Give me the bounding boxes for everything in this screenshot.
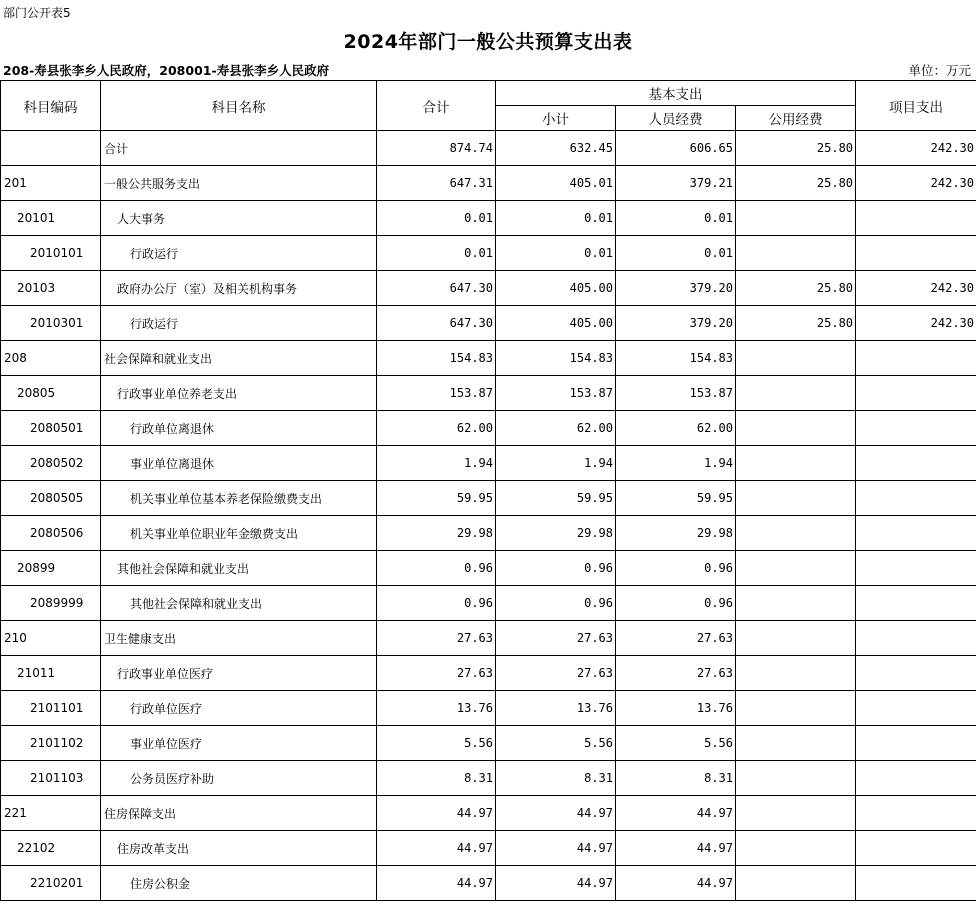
table-row <box>1 201 976 236</box>
row-name: 合计 <box>101 131 377 166</box>
row-name: 住房公积金 <box>101 866 377 901</box>
row-name: 事业单位医疗 <box>101 726 377 761</box>
row-public: 25.80 <box>736 131 856 166</box>
table-row <box>1 131 976 166</box>
row-public: 25.80 <box>736 166 856 201</box>
row-personnel: 606.65 <box>616 131 736 166</box>
row-code: 2080506 <box>1 516 101 551</box>
row-personnel: 44.97 <box>616 796 736 831</box>
row-personnel: 379.21 <box>616 166 736 201</box>
row-name: 卫生健康支出 <box>101 621 377 656</box>
header-project-expenditure: 项目支出 <box>856 81 976 131</box>
table-row <box>1 866 976 901</box>
row-name: 公务员医疗补助 <box>101 761 377 796</box>
row-personnel: 0.96 <box>616 551 736 586</box>
row-personnel: 27.63 <box>616 656 736 691</box>
row-personnel: 8.31 <box>616 761 736 796</box>
row-personnel: 154.83 <box>616 341 736 376</box>
row-total: 153.87 <box>377 376 496 411</box>
row-public <box>736 341 856 376</box>
row-name: 机关事业单位职业年金缴费支出 <box>101 516 377 551</box>
table-row <box>1 656 976 691</box>
row-total: 0.01 <box>377 236 496 271</box>
row-subtotal: 405.00 <box>496 306 616 341</box>
row-personnel: 27.63 <box>616 621 736 656</box>
budget-expenditure-table <box>0 80 976 901</box>
row-project: 242.30 <box>856 306 976 341</box>
header-personnel: 人员经费 <box>616 106 736 131</box>
row-subtotal: 44.97 <box>496 866 616 901</box>
row-subtotal: 59.95 <box>496 481 616 516</box>
row-public <box>736 586 856 621</box>
table-row <box>1 831 976 866</box>
row-public <box>736 236 856 271</box>
row-project <box>856 796 976 831</box>
row-personnel: 0.01 <box>616 236 736 271</box>
table-row <box>1 516 976 551</box>
row-code <box>1 131 101 166</box>
row-project <box>856 761 976 796</box>
row-project <box>856 831 976 866</box>
row-code: 2101101 <box>1 691 101 726</box>
row-subtotal: 0.01 <box>496 201 616 236</box>
row-project <box>856 341 976 376</box>
table-row <box>1 586 976 621</box>
row-code: 22102 <box>1 831 101 866</box>
row-code: 2080502 <box>1 446 101 481</box>
row-subtotal: 632.45 <box>496 131 616 166</box>
row-subtotal: 13.76 <box>496 691 616 726</box>
row-personnel: 5.56 <box>616 726 736 761</box>
row-subtotal: 44.97 <box>496 831 616 866</box>
row-project: 242.30 <box>856 271 976 306</box>
row-project <box>856 201 976 236</box>
row-code: 2080501 <box>1 411 101 446</box>
row-name: 其他社会保障和就业支出 <box>101 551 377 586</box>
row-project: 242.30 <box>856 166 976 201</box>
row-subtotal: 0.96 <box>496 586 616 621</box>
row-project <box>856 621 976 656</box>
row-public <box>736 796 856 831</box>
row-subtotal: 44.97 <box>496 796 616 831</box>
row-project <box>856 376 976 411</box>
row-code: 2010301 <box>1 306 101 341</box>
row-public: 25.80 <box>736 306 856 341</box>
table-row <box>1 481 976 516</box>
header-basic-expenditure: 基本支出 <box>496 81 856 106</box>
row-code: 20899 <box>1 551 101 586</box>
row-project <box>856 481 976 516</box>
row-code: 20103 <box>1 271 101 306</box>
department-label: 208-寿县张李乡人民政府，208001-寿县张李乡人民政府 <box>3 63 330 78</box>
row-name: 行政单位医疗 <box>101 691 377 726</box>
row-personnel: 59.95 <box>616 481 736 516</box>
row-public <box>736 201 856 236</box>
row-total: 154.83 <box>377 341 496 376</box>
row-public <box>736 831 856 866</box>
row-code: 21011 <box>1 656 101 691</box>
row-personnel: 0.01 <box>616 201 736 236</box>
row-subtotal: 27.63 <box>496 621 616 656</box>
row-subtotal: 8.31 <box>496 761 616 796</box>
row-total: 44.97 <box>377 831 496 866</box>
row-total: 62.00 <box>377 411 496 446</box>
row-project: 242.30 <box>856 131 976 166</box>
unit-label: 单位：万元 <box>908 63 971 78</box>
row-total: 0.96 <box>377 551 496 586</box>
table-row <box>1 411 976 446</box>
row-total: 44.97 <box>377 796 496 831</box>
row-name: 行政运行 <box>101 306 377 341</box>
row-name: 行政事业单位养老支出 <box>101 376 377 411</box>
row-total: 8.31 <box>377 761 496 796</box>
row-code: 20805 <box>1 376 101 411</box>
row-subtotal: 27.63 <box>496 656 616 691</box>
row-subtotal: 29.98 <box>496 516 616 551</box>
table-row <box>1 306 976 341</box>
row-total: 0.01 <box>377 201 496 236</box>
row-subtotal: 405.01 <box>496 166 616 201</box>
table-body <box>1 131 976 901</box>
header-public: 公用经费 <box>736 106 856 131</box>
row-project <box>856 691 976 726</box>
row-personnel: 44.97 <box>616 831 736 866</box>
table-row <box>1 446 976 481</box>
row-project <box>856 726 976 761</box>
row-public <box>736 726 856 761</box>
header-total: 合计 <box>377 81 496 131</box>
row-total: 1.94 <box>377 446 496 481</box>
row-total: 647.30 <box>377 306 496 341</box>
table-row <box>1 621 976 656</box>
row-subtotal: 5.56 <box>496 726 616 761</box>
table-row <box>1 691 976 726</box>
table-row <box>1 341 976 376</box>
row-project <box>856 551 976 586</box>
row-public <box>736 761 856 796</box>
row-project <box>856 866 976 901</box>
row-total: 27.63 <box>377 656 496 691</box>
row-project <box>856 656 976 691</box>
row-code: 2080505 <box>1 481 101 516</box>
table-row <box>1 236 976 271</box>
table-row <box>1 761 976 796</box>
row-personnel: 379.20 <box>616 271 736 306</box>
row-personnel: 0.96 <box>616 586 736 621</box>
row-public <box>736 656 856 691</box>
row-name: 机关事业单位基本养老保险缴费支出 <box>101 481 377 516</box>
row-total: 27.63 <box>377 621 496 656</box>
unit-line <box>0 60 976 80</box>
row-code: 201 <box>1 166 101 201</box>
row-code: 2210201 <box>1 866 101 901</box>
table-row <box>1 796 976 831</box>
row-public <box>736 411 856 446</box>
row-public <box>736 481 856 516</box>
row-total: 874.74 <box>377 131 496 166</box>
row-name: 事业单位离退休 <box>101 446 377 481</box>
row-name: 住房保障支出 <box>101 796 377 831</box>
row-code: 2101103 <box>1 761 101 796</box>
row-personnel: 153.87 <box>616 376 736 411</box>
row-public: 25.80 <box>736 271 856 306</box>
row-personnel: 13.76 <box>616 691 736 726</box>
row-code: 208 <box>1 341 101 376</box>
table-row <box>1 166 976 201</box>
row-code: 221 <box>1 796 101 831</box>
row-name: 其他社会保障和就业支出 <box>101 586 377 621</box>
row-subtotal: 154.83 <box>496 341 616 376</box>
row-public <box>736 621 856 656</box>
row-subtotal: 0.96 <box>496 551 616 586</box>
row-project <box>856 446 976 481</box>
row-public <box>736 516 856 551</box>
table-row <box>1 551 976 586</box>
row-name: 一般公共服务支出 <box>101 166 377 201</box>
row-total: 647.30 <box>377 271 496 306</box>
row-total: 13.76 <box>377 691 496 726</box>
table-row <box>1 376 976 411</box>
row-code: 210 <box>1 621 101 656</box>
table-row <box>1 271 976 306</box>
row-personnel: 29.98 <box>616 516 736 551</box>
row-public <box>736 866 856 901</box>
row-name: 人大事务 <box>101 201 377 236</box>
row-name: 住房改革支出 <box>101 831 377 866</box>
row-total: 44.97 <box>377 866 496 901</box>
row-code: 20101 <box>1 201 101 236</box>
row-code: 2089999 <box>1 586 101 621</box>
row-personnel: 62.00 <box>616 411 736 446</box>
row-subtotal: 0.01 <box>496 236 616 271</box>
header-subtotal: 小计 <box>496 106 616 131</box>
row-subtotal: 62.00 <box>496 411 616 446</box>
row-project <box>856 516 976 551</box>
row-project <box>856 236 976 271</box>
row-subtotal: 405.00 <box>496 271 616 306</box>
row-name: 行政单位离退休 <box>101 411 377 446</box>
row-public <box>736 376 856 411</box>
row-code: 2101102 <box>1 726 101 761</box>
row-total: 647.31 <box>377 166 496 201</box>
row-personnel: 44.97 <box>616 866 736 901</box>
header-code: 科目编码 <box>1 81 101 131</box>
row-total: 59.95 <box>377 481 496 516</box>
row-public <box>736 551 856 586</box>
row-name: 社会保障和就业支出 <box>101 341 377 376</box>
row-personnel: 379.20 <box>616 306 736 341</box>
page-title: 2024年部门一般公共预算支出表 <box>343 31 633 53</box>
row-code: 2010101 <box>1 236 101 271</box>
row-subtotal: 1.94 <box>496 446 616 481</box>
row-public <box>736 691 856 726</box>
row-total: 29.98 <box>377 516 496 551</box>
report-number-label: 部门公开表5 <box>3 6 71 20</box>
row-name: 行政运行 <box>101 236 377 271</box>
row-name: 政府办公厅（室）及相关机构事务 <box>101 271 377 306</box>
row-total: 5.56 <box>377 726 496 761</box>
row-project <box>856 586 976 621</box>
row-public <box>736 446 856 481</box>
row-total: 0.96 <box>377 586 496 621</box>
table-row <box>1 726 976 761</box>
row-personnel: 1.94 <box>616 446 736 481</box>
row-subtotal: 153.87 <box>496 376 616 411</box>
row-name: 行政事业单位医疗 <box>101 656 377 691</box>
header-name: 科目名称 <box>101 81 377 131</box>
row-project <box>856 411 976 446</box>
